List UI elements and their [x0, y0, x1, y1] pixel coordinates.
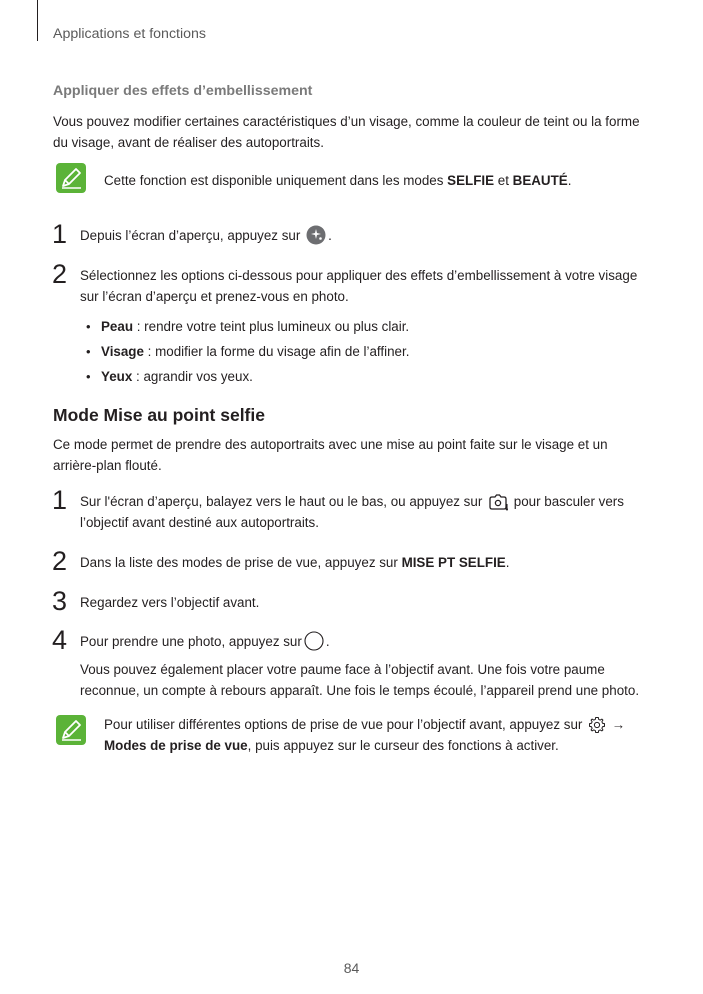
selfie-step2-mode: MISE PT SELFIE: [401, 555, 506, 570]
selfie-step2-text-before: Dans la liste des modes de prise de vue, appuyez sur: [80, 555, 402, 570]
beauty-effects-icon: [306, 225, 326, 245]
beauty-intro: [53, 111, 653, 153]
beauty-step1-number: 1: [52, 219, 68, 249]
selfie-step1-line2: l’objectif avant destiné aux autoportraits.: [80, 515, 319, 530]
bullet-item-visage: [101, 341, 641, 362]
bullet-dot: •: [86, 319, 91, 334]
note-pencil-icon: [55, 714, 87, 746]
beauty-intro-line1: Vous pouvez modifier certaines caractéristiques d’un visage, comme la couleur de teint ou la forme: [53, 114, 640, 129]
selfie-step4-text: [80, 631, 655, 701]
header-section-title: Applications et fonctions: [53, 26, 207, 42]
bullet-item-yeux: [101, 366, 641, 387]
selfie-step1-number: 1: [52, 485, 68, 515]
beauty-note-text-mid: et: [494, 173, 513, 188]
beauty-step2-text: [80, 265, 655, 307]
bullet-desc: : agrandir vos yeux.: [132, 369, 253, 384]
beauty-note-mode2: BEAUTÉ: [512, 173, 568, 188]
beauty-step2-number: 2: [52, 259, 68, 289]
beauty-step1-text: [80, 225, 655, 246]
bullet-item-peau: [101, 316, 641, 337]
settings-gear-icon: [588, 716, 606, 734]
beauty-step1-text-before: Depuis l’écran d’aperçu, appuyez sur: [80, 228, 301, 243]
selfie-step1-line1: [80, 491, 655, 512]
selfie-focus-intro-line1: Ce mode permet de prendre des autoportraits avec une mise au point faite sur le visage et un: [53, 437, 608, 452]
note-pencil-icon: [55, 162, 87, 194]
selfie-step3-number: 3: [52, 586, 68, 616]
selfie-step1-line1-before: Sur l'écran d’aperçu, balayez vers le haut ou le bas, ou appuyez sur: [80, 494, 483, 509]
beauty-note-text-after: .: [567, 173, 572, 188]
bullet-dot: •: [86, 369, 91, 384]
selfie-step4-extra-line2: reconnue, un compte à rebours apparaît. Une fois le temps écoulé, l’appareil prend une photo.: [80, 683, 640, 698]
selfie-step3-text: Regardez vers l’objectif avant.: [80, 595, 260, 610]
beauty-note: [104, 170, 649, 191]
selfie-step1-line1-after: pour basculer vers: [513, 494, 624, 509]
bullet-term: Peau: [101, 319, 134, 334]
beauty-section-title: Appliquer des effets d’embellissement: [53, 83, 313, 99]
shutter-icon: [304, 631, 324, 651]
bullet-desc: : modifier la forme du visage afin de l’affiner.: [143, 344, 410, 359]
selfie-step2-text-after: .: [505, 555, 510, 570]
beauty-step2-line2: sur l’écran d’aperçu et prenez-vous en photo.: [80, 289, 349, 304]
beauty-step1-text-after: .: [328, 228, 332, 243]
beauty-intro-line2: du visage, avant de réaliser des autoportraits.: [53, 135, 324, 150]
selfie-step4-number: 4: [52, 625, 68, 655]
beauty-step2-line1: Sélectionnez les options ci-dessous pour appliquer des effets d’embellissement à votre visage: [80, 268, 638, 283]
selfie-focus-title: Mode Mise au point selfie: [53, 405, 265, 425]
selfie-note-bold: Modes de prise de vue: [104, 738, 248, 753]
selfie-note: [104, 714, 649, 756]
selfie-step4-text-before: Pour prendre une photo, appuyez sur: [80, 634, 302, 649]
header-rule: [37, 0, 38, 41]
selfie-note-line2: [104, 735, 649, 756]
selfie-note-line2-after: , puis appuyez sur le curseur des fonctions à activer.: [247, 738, 559, 753]
selfie-step4-extra-line1: Vous pouvez également placer votre paume face à l’objectif avant. Une fois votre paume: [80, 662, 605, 677]
switch-camera-icon: [488, 493, 508, 511]
selfie-note-arrow: →: [611, 717, 626, 732]
beauty-note-text-before: Cette fonction est disponible uniquement dans les modes: [104, 173, 448, 188]
selfie-step4-text-after: .: [325, 634, 330, 649]
bullet-term: Yeux: [101, 369, 133, 384]
selfie-step2-number: 2: [52, 546, 68, 576]
bullet-desc: : rendre votre teint plus lumineux ou plus clair.: [133, 319, 410, 334]
beauty-note-mode1: SELFIE: [447, 173, 495, 188]
bullet-term: Visage: [101, 344, 144, 359]
selfie-note-line1: [104, 714, 649, 735]
selfie-note-line1-before: Pour utiliser différentes options de prise de vue pour l’objectif avant, appuyez sur: [104, 717, 583, 732]
selfie-step1-text: [80, 491, 655, 533]
selfie-step4-line1: [80, 631, 655, 652]
selfie-focus-intro-line2: arrière-plan flouté.: [53, 458, 162, 473]
selfie-step2-text: [80, 552, 655, 573]
bullet-dot: •: [86, 344, 91, 359]
page-number: 84: [343, 960, 360, 976]
selfie-focus-intro: [53, 434, 653, 476]
